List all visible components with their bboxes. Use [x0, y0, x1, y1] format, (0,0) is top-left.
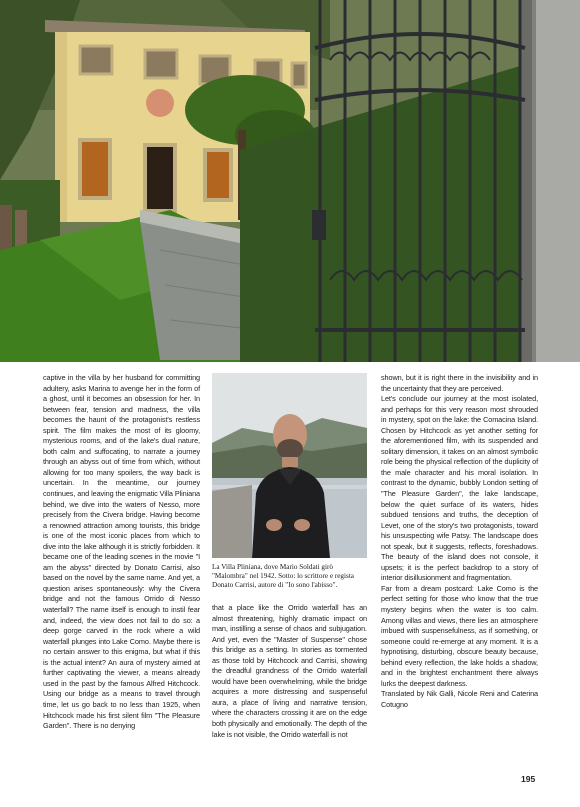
- translator-credit: Translated by Nik Galli, Nicole Reni and Caterina Cotugno: [381, 689, 538, 709]
- article-column-2: [212, 603, 367, 740]
- donato-carrisi-portrait-photo: [212, 373, 367, 558]
- article-paragraph: Far from a dream postcard: Lake Como is the perfect setting for those who know that the true mystery begins when the water is too calm. Among villas and views, there lies an atmosphere imbued with suspensefulness, as if something, or someone could re-emerge at any moment. It is a hypnotising, disturbing, obscure beauty because, behind every reflection, the lake holds a shadow, and in the brightest enchantment there always lurks the deepest darkness.: [381, 583, 538, 688]
- page-number: 195: [521, 774, 536, 784]
- article-paragraph: captive in the villa by her husband for committing adultery, asks Marina to avenge her in the form of a ghost, until it becomes an obsession for her. In between fear, tension and madness, the villa becomes the haunt of the protagonist's restless spirit. The film makes the most of its gloomy, mysterious rooms, and of the lake's dual nature, both calm and suffocating, to narrate a journey through an abyss out of time from which, without allowing for too many spoilers, the way back is uncertain. In the meantime, our journey continues, and leaving the enigmatic Villa Pliniana behind, we dive into the waters of Nesso, more precisely from the Civera bridge. Having become a renowned attraction among tourists, this bridge is one of the most iconic places from which to dive into the lake although it is strictly forbidden. It became one of the leading scenes in the movie "I am the abyss" directed by Donato Carrisi, also based on the novel by the same name. And yet, a question arises spontaneously: why the Civera bridge and not the famous Orrido di Nesso waterfall? The name itself is enough to instil fear and, indeed, the view does not fail to do so: a deep gorge carved in the rock where a wild waterfall plunges into Lake Como. Maybe there is no certain answer to this enigma, but what if this is the actual intent? An aura of mystery aimed at further captivating the viewer, a means already used in the past by the famous Alfred Hitchcock. Using our bridge as a means to travel through time, let us go back to no less than 1925, when Hitchcock made his first silent film "The Pleasure Garden". There is no denying: [43, 373, 200, 731]
- villa-gate-photo: [0, 0, 580, 362]
- article-paragraph: shown, but it is right there in the invisibility and in the uncertainty that they are perceived.: [381, 373, 538, 393]
- article-column-3: [381, 373, 538, 711]
- photo-caption: La Villa Pliniana, dove Mario Soldati girò "Malombra" nel 1942. Sotto: lo scrittore e regista Donato Carrisi, autore di "Io sono l'abisso".: [212, 563, 355, 589]
- article-paragraph: that a place like the Orrido waterfall has an almost threatening, highly dramatic impact on man, instilling a sense of chaos and subjugation. And yet, even the "Master of Suspense" chose this bridge as a setting. In stories as tormented as those told by Hitchcock and Carrisi, showing the dreadful grandness of the Orrido waterfall would have been overwhelming, while the bridge acquires a more distressing and suspenseful aura, a place of living and narrative tension, where the characters crossing it are on the edge both physically and emotionally. The depth of the lake is not visible, the Orrido waterfall is not: [212, 603, 367, 739]
- article-column-1: [43, 373, 200, 732]
- article-paragraph: Let's conclude our journey at the most isolated, and perhaps for this very reason most shrouded in mystery, spot on the lake: the Comacina Island. Chosen by Hitchcock as yet another setting for the aforementioned film, with its suspended and solitary dimension, it takes on an almost symbolic role being the physical reflection of the duplicity of the male character and his moral isolation. In contrast to the dynamic, bubbly London setting of "The Pleasure Garden", the lake landscape, below the quiet surface of its waters, hides subdued tensions and truths, the deception of Levet, one of the story's two protagonists, toward his unsuspecting wife Patsy. The landscape does not speak, but it suggests, reflects, foreshadows. The beauty of the island does not console, it upsets; it is the perfect backdrop to a story of interior disillusionment and fragmentation.: [381, 394, 538, 583]
